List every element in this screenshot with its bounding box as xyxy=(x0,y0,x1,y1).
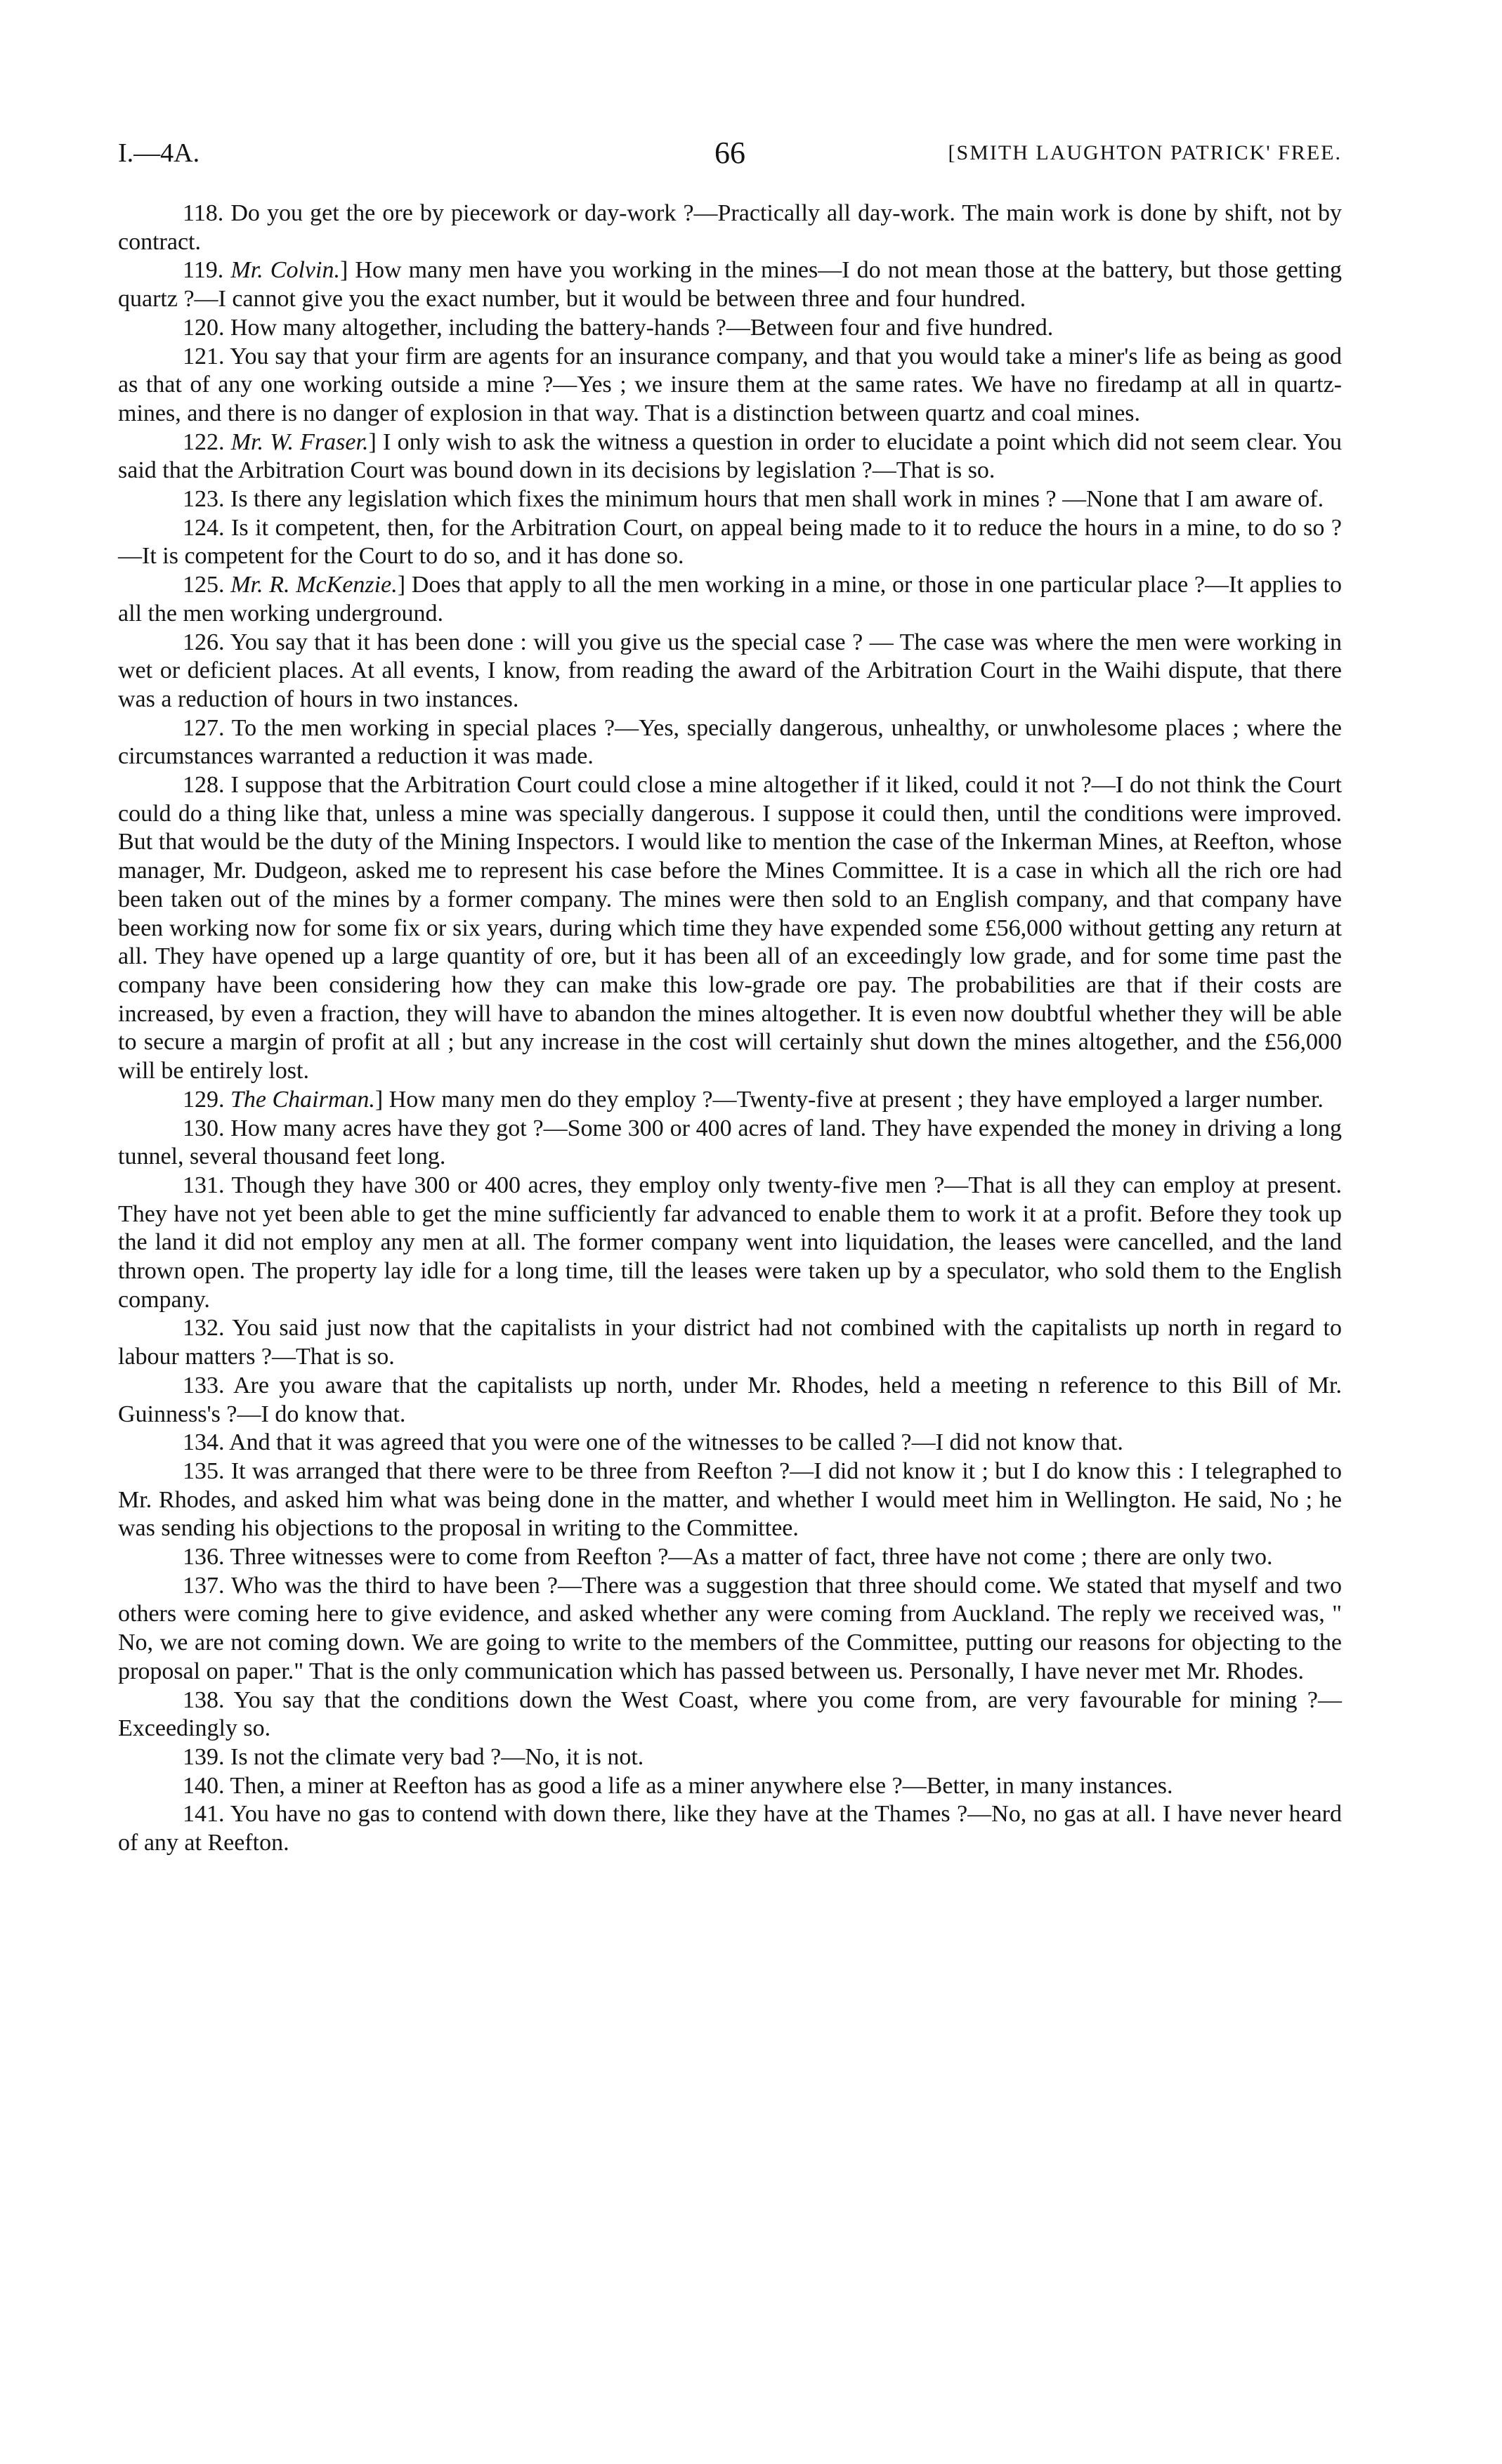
question-text: Who was the third to have been ?—There was a suggestion that three should come. We stated that myself and two others were coming here to give evidence, and asked whether any were coming from Auckland. The reply we received was, " No, we are not coming down. We are going to write to the members of the Committee, putting our reasons for objecting to the proposal on paper." That is the only communication which has passed between us. Personally, I have never met Mr. Rhodes. xyxy=(118,1572,1342,1684)
question-text: How many altogether, including the battery-hands ?—Between four and five hundred. xyxy=(230,314,1054,341)
question-number: 131. xyxy=(183,1172,225,1198)
question-text: I only wish to ask the witness a question in order to elucidate a point which did not seem clear. You said that the Arbitration Court was bound down in its decisions by legislation ?—That is so. xyxy=(118,428,1343,484)
speaker-name: Mr. R. McKenzie. xyxy=(230,572,398,598)
question-text: Do you get the ore by piecework or day-work ?—Practically all day-work. The main work is done by shift, not by contract. xyxy=(118,200,1343,255)
question-132 xyxy=(118,1314,1342,1371)
question-128 xyxy=(118,771,1342,1086)
question-text: It was arranged that there were to be three from Reefton ?—I did not know it ; but I do know this : I telegraphed to Mr. Rhodes, and asked him what was being done in the matter, and whether I would meet him in Wellington. He said, No ; he was sending his objections to the proposal in writing to the Committee. xyxy=(118,1457,1343,1542)
question-123 xyxy=(118,485,1342,514)
question-number: 140. xyxy=(183,1772,225,1799)
question-text: Is there any legislation which fixes the minimum hours that men shall work in mines ? —None that I am aware of. xyxy=(230,486,1324,513)
question-text: Does that apply to all the men working in a mine, or those in one particular place ?—It applies to all the men working underground. xyxy=(118,572,1343,627)
question-number: 118. xyxy=(183,200,224,226)
question-number: 120. xyxy=(183,314,225,341)
question-118 xyxy=(118,199,1342,256)
page-number: 66 xyxy=(714,136,745,170)
question-135 xyxy=(118,1457,1342,1543)
question-number: 127. xyxy=(183,714,225,741)
question-text: How many men have you working in the mines—I do not mean those at the battery, but those getting quartz ?—I cannot give you the exact number, but it would be between three and four hundred. xyxy=(118,257,1343,313)
question-text: You said just now that the capitalists in your district had not combined with the capitalists up north in regard to labour matters ?—That is so. xyxy=(118,1315,1342,1370)
question-text: To the men working in special places ?—Yes, specially dangerous, unhealthy, or unwholesome places ; where the circumstances warranted a reduction it was made. xyxy=(118,714,1342,770)
question-text: I suppose that the Arbitration Court could close a mine altogether if it liked, could it not ?—I do not think the Court could do a thing like that, unless a mine was specially dangerous. I suppose it could then, until the conditions were improved. But that would be the duty of the Mining Inspectors. I would like to mention the case of the Inkerman Mines, at Reefton, whose manager, Mr. Dudgeon, asked me to represent his case before the Mines Committee. It is a case in which all the rich ore had been taken out of the mines by a former company. The mines were then sold to an English company, and that company have been working now for some fix or six years, during which time they have expended some £56,000 without getting any return at all. They have opened up a large quantity of ore, but it has been all of an exceedingly low grade, and for some time past the company have been considering how they can make this low-grade ore pay. The probabilities are that if their costs are increased, by even a fraction, they will have to abandon the mines altogether. It is even now doubtful whether they will be able to secure a margin of profit at all ; but any increase in the cost will certainly shut down the mines altogether, and the £56,000 will be entirely lost. xyxy=(118,772,1343,1084)
speaker-name: The Chairman. xyxy=(230,1086,375,1113)
question-number: 122. xyxy=(183,428,225,455)
question-121 xyxy=(118,343,1342,428)
question-text: How many men do they employ ?—Twenty-five at present ; they have employed a larger number. xyxy=(388,1086,1324,1113)
question-number: 135. xyxy=(183,1457,225,1484)
question-124 xyxy=(118,514,1342,571)
question-133 xyxy=(118,1372,1342,1429)
page-header xyxy=(118,133,1342,173)
question-127 xyxy=(118,714,1342,771)
question-text: Three witnesses were to come from Reefton ?—As a matter of fact, three have not come ; there are only two. xyxy=(230,1544,1273,1571)
question-number: 141. xyxy=(183,1801,225,1828)
question-number: 129. xyxy=(183,1086,225,1113)
question-139 xyxy=(118,1743,1342,1772)
question-number: 136. xyxy=(183,1544,225,1571)
question-number: 132. xyxy=(183,1315,225,1342)
parliamentary-paper-reference: I.—4A. xyxy=(118,138,200,168)
question-number: 123. xyxy=(183,486,225,513)
question-text: Though they have 300 or 400 acres, they employ only twenty-five men ?—That is all they can employ at present. They have not yet been able to get the mine sufficiently far advanced to enable them to work it at a profit. Before they took up the land it did not employ any men at all. The former company went into liquidation, the leases were cancelled, and the land thrown open. The property lay idle for a long time, till the leases were taken up by a speculator, who sold them to the English company. xyxy=(118,1172,1343,1313)
question-131 xyxy=(118,1172,1342,1315)
question-text: Is not the climate very bad ?—No, it is not. xyxy=(230,1743,644,1770)
question-number: 128. xyxy=(183,772,225,799)
question-number: 130. xyxy=(183,1115,225,1141)
question-number: 139. xyxy=(183,1743,225,1770)
question-text: Is it competent, then, for the Arbitration Court, on appeal being made to it to reduce the hours in a mine, to do so ?—It is competent for the Court to do so, and it has done so. xyxy=(118,514,1342,570)
question-number: 138. xyxy=(183,1686,225,1713)
question-text: Then, a miner at Reefton has as good a life as a miner anywhere else ?—Better, in many instances. xyxy=(230,1772,1173,1799)
question-number: 121. xyxy=(183,343,225,369)
question-text: You say that your firm are agents for an insurance company, and that you would take a miner's life as being as good as that of any one working outside a mine ?—Yes ; we insure them at the same rates. We have no firedamp at all in quartz-mines, and there is no danger of explosion in that way. That is a distinction between quartz and coal mines. xyxy=(118,343,1342,426)
question-text: You have no gas to contend with down there, like they have at the Thames ?—No, no gas at all. I have never heard of any at Reefton. xyxy=(118,1801,1342,1856)
question-134 xyxy=(118,1429,1342,1457)
question-number: 125. xyxy=(183,572,225,598)
question-136 xyxy=(118,1543,1342,1572)
question-number: 124. xyxy=(183,514,225,541)
question-120 xyxy=(118,314,1342,343)
question-122: 122. Mr. W. Fraser.] I only wish to ask the witness a question in order to elucidate a point which did not seem clear. You said that the Arbitration Court was bound down in its decisions by legislation ?—That is so. xyxy=(118,428,1343,484)
question-text: And that it was agreed that you were one of the witnesses to be called ?—I did not know that. xyxy=(229,1429,1123,1456)
question-number: 134. xyxy=(183,1429,225,1456)
question-126 xyxy=(118,629,1342,714)
evidence-body xyxy=(118,199,1342,1858)
question-text: Are you aware that the capitalists up north, under Mr. Rhodes, held a meeting n reference to this Bill of Mr. Guinness's ?—I do know that. xyxy=(118,1372,1342,1427)
speaker-name: Mr. W. Fraser. xyxy=(230,428,369,455)
question-number: 126. xyxy=(183,629,225,655)
question-text: How many acres have they got ?—Some 300 or 400 acres of land. They have expended the money in driving a long tunnel, several thousand feet long. xyxy=(118,1115,1342,1170)
question-129: 129. The Chairman.] How many men do they employ ?—Twenty-five at present ; they have employed a larger number. xyxy=(183,1086,1324,1113)
question-number: 133. xyxy=(183,1372,225,1398)
question-130 xyxy=(118,1115,1342,1172)
question-137 xyxy=(118,1572,1342,1686)
question-138 xyxy=(118,1686,1342,1743)
question-number: 119. xyxy=(183,257,224,284)
question-125: 125. Mr. R. McKenzie.] Does that apply to all the men working in a mine, or those in one particular place ?—It applies to all the men working underground. xyxy=(118,572,1343,627)
witness-names-header: [SMITH LAUGHTON PATRICK' FREE. xyxy=(948,141,1342,164)
question-119: 119. Mr. Colvin.] How many men have you working in the mines—I do not mean those at the battery, but those getting quartz ?—I cannot give you the exact number, but it would be between three and four hundred. xyxy=(118,257,1343,313)
question-140 xyxy=(118,1772,1342,1801)
speaker-name: Mr. Colvin. xyxy=(230,257,340,284)
question-141 xyxy=(118,1800,1342,1857)
question-text: You say that the conditions down the West Coast, where you come from, are very favourable for mining ?—Exceedingly so. xyxy=(118,1686,1342,1742)
question-number: 137. xyxy=(183,1572,225,1599)
question-text: You say that it has been done : will you give us the special case ? — The case was where the men were working in wet or deficient places. At all events, I know, from reading the award of the Arbitration Court in the Waihi dispute, that there was a reduction of hours in two instances. xyxy=(118,629,1342,712)
